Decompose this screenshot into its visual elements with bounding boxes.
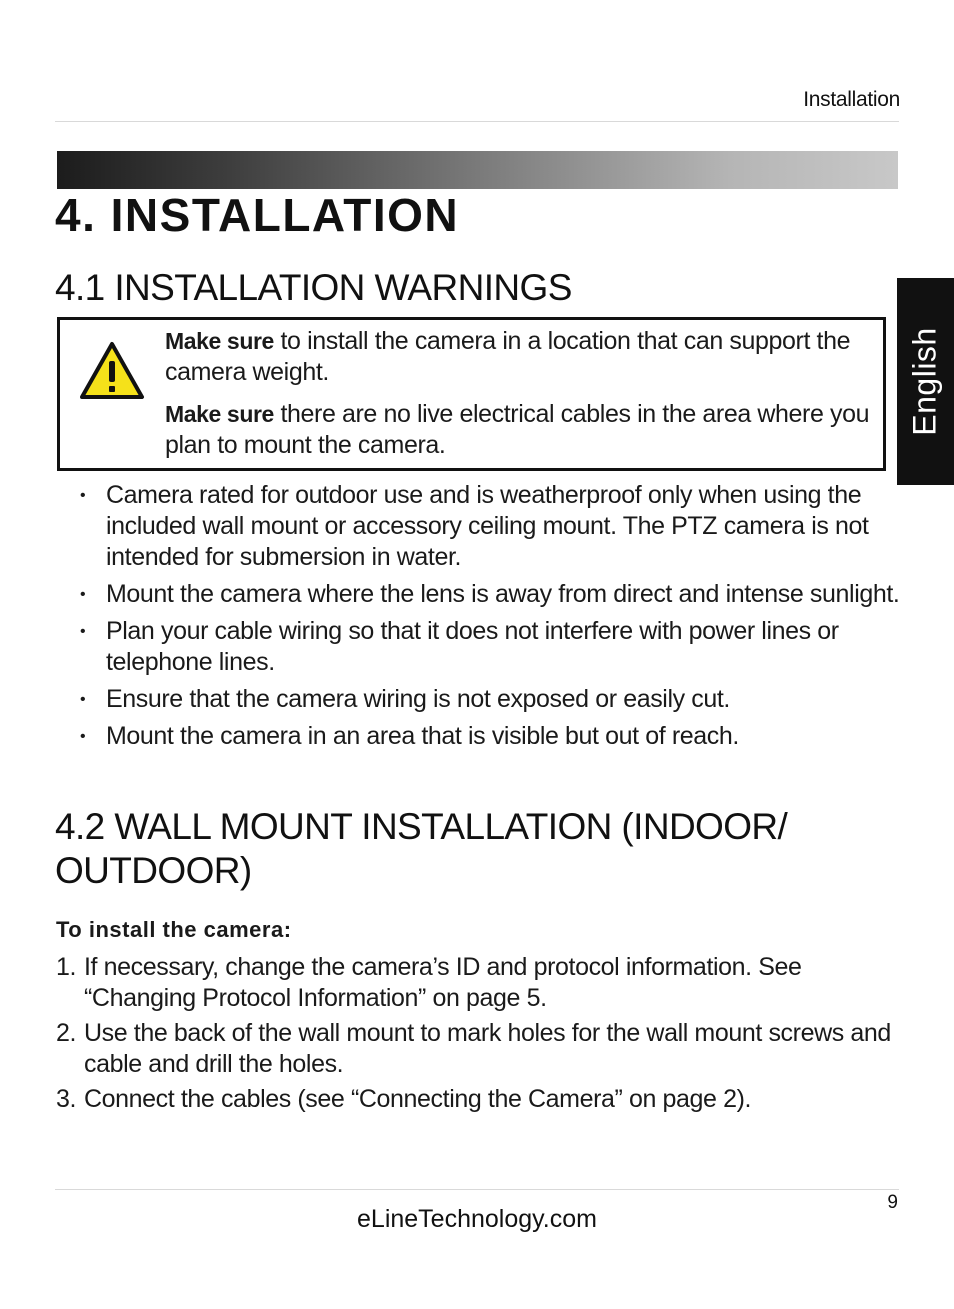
footer-rule [55,1189,899,1190]
procedure-steps [56,952,906,1119]
header-rule [55,121,899,122]
chapter-gradient-bar [57,151,898,189]
warning-2-emphasis: Make sure [165,401,274,427]
warning-2-body: there are no live electrical cables in the area where you plan to mount the camera. [165,400,870,459]
running-header: Installation [803,88,900,111]
list-item: • Camera rated for outdoor use and is weatherproof only when using the included wall mount or accessory ceiling mount. The PTZ camera is not intended for submersion in water. [84,480,904,573]
step-number: 2. [56,1019,77,1047]
page-number: 9 [887,1192,898,1213]
list-item: • Ensure that the camera wiring is not exposed or easily cut. [84,684,904,715]
list-item: • Plan your cable wiring so that it does not interfere with power lines or telephone lines. [84,616,904,678]
warning-text-1 [165,326,885,388]
warning-bullet-list [84,480,904,758]
procedure-heading: To install the camera: [56,917,292,942]
chapter-title: 4. INSTALLATION [55,189,460,241]
list-item [56,1084,906,1115]
step-number: 1. [56,953,77,981]
warning-box [57,317,886,471]
section-title-line-2: OUTDOOR) [55,850,252,891]
list-item: • Mount the camera where the lens is away from direct and intense sunlight. [84,579,904,610]
list-item [56,1018,906,1080]
warning-1-body: to install the camera in a location that can support the camera weight. [165,327,851,386]
language-tab [897,278,954,485]
warning-1-emphasis: Make sure [165,328,274,354]
step-text: Connect the cables (see “Connecting the Camera” on page 2). [84,1085,752,1113]
warning-text-2 [165,399,885,461]
language-tab-label: English [907,327,944,436]
footer-website: eLineTechnology.com [357,1205,597,1233]
warning-triangle-icon [79,341,145,401]
step-text: Use the back of the wall mount to mark holes for the wall mount screws and cable and drill the holes. [84,1019,891,1078]
step-text: If necessary, change the camera’s ID and protocol information. See “Changing Protocol Information” on page 5. [84,953,802,1012]
list-item: • Mount the camera in an area that is visible but out of reach. [84,721,904,752]
section-title-line-1: 4.2 WALL MOUNT INSTALLATION (INDOOR/ [55,806,788,847]
section-title-wall-mount [55,805,787,893]
section-title-warnings: 4.1 INSTALLATION WARNINGS [55,267,572,308]
list-item [56,952,906,1014]
step-number: 3. [56,1085,77,1113]
